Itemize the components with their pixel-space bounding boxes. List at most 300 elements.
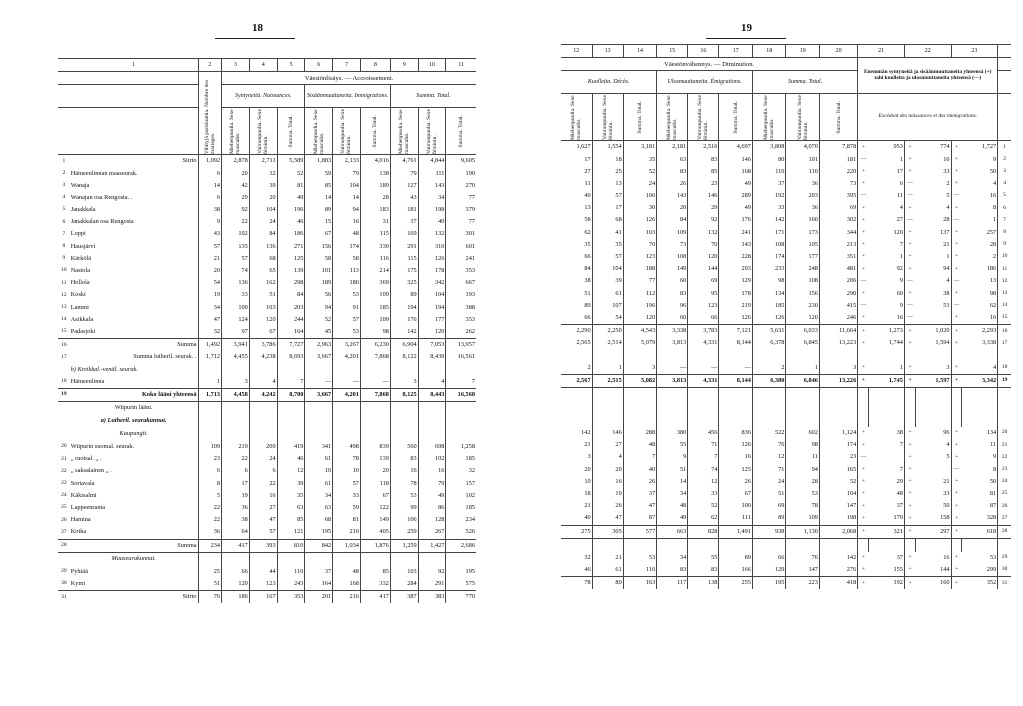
excess-value: 1,727 [982, 143, 997, 151]
excess-value: 38 [896, 429, 903, 437]
sign-cell: + [858, 178, 869, 190]
sign-cell: + [904, 337, 915, 349]
cell-spacer [657, 414, 688, 427]
cell-value: 45 [305, 326, 333, 339]
table-row [58, 339, 476, 352]
column-number: 8 [360, 59, 390, 72]
column-header-text: Miehenpuolia. Sexe masculin. [398, 109, 411, 155]
row-number: 22 [998, 452, 1011, 464]
section-spacer-row [561, 388, 1011, 402]
excess-value: 170 [893, 514, 903, 522]
cell-value: 192 [752, 190, 786, 202]
cell-value: 66 [222, 566, 250, 578]
excess-value: 92 [896, 265, 903, 273]
cell-value: 164 [305, 578, 333, 591]
cell-value: 109 [198, 441, 222, 453]
cell-value: 185 [446, 502, 476, 514]
cell-spacer [752, 414, 786, 427]
cell-value: 67 [249, 326, 277, 339]
table-row [561, 312, 1011, 325]
excess-header: Enemmän syntyneitä ja sisäänmuuttaneita yhteensä (+) tahi kuolleita ja ulosmuuttaneita yhteensä (—) [858, 58, 998, 94]
cell-spacer [561, 414, 592, 427]
cell-value: — [719, 362, 753, 375]
total-header: Summa. Total. [390, 85, 476, 108]
sign-cell: + [904, 488, 915, 500]
cell-value: 177 [786, 251, 820, 263]
cell-value: 1,034 [333, 539, 361, 552]
cell-value: 16 [592, 476, 623, 488]
excess-value: 17 [896, 167, 903, 175]
row-number: 29 [61, 568, 67, 575]
sign-cell: + [951, 512, 962, 525]
cell-value: 2,181 [657, 141, 688, 154]
cell-spacer [390, 552, 418, 566]
cell-value: 109 [360, 289, 390, 301]
cell-value: 4,543 [623, 325, 657, 338]
cell-value: 24 [623, 178, 657, 190]
cell-value: 3,813 [657, 374, 688, 387]
cell-value: 73 [819, 178, 857, 190]
cell-value: 34 [657, 552, 688, 564]
cell-value: 246 [819, 312, 857, 325]
cell-value: 7,868 [360, 388, 390, 401]
cell-value: 667 [446, 277, 476, 289]
row-number: 27 [61, 528, 67, 535]
sign-cell: + [858, 374, 869, 387]
cell-value: 100 [719, 500, 753, 512]
cell-value: 15 [305, 216, 333, 228]
cell-value: 49 [277, 192, 305, 204]
cell-value: 76 [752, 439, 786, 451]
row-label: Kymi [70, 579, 86, 587]
sign-cell: + [858, 488, 869, 500]
cell-value: 66 [584, 313, 591, 321]
cell-value: 57 [592, 190, 623, 202]
cell-value: 24 [752, 476, 786, 488]
cell-value: 175 [390, 265, 418, 277]
cell-value: 255 [719, 577, 753, 590]
cell-value: 21 [584, 502, 591, 510]
sign-cell: + [858, 464, 869, 476]
cell-value: 156 [786, 288, 820, 300]
cell-value: 83 [657, 166, 688, 178]
cell-spacer [249, 552, 277, 566]
cell-value: 203 [277, 302, 305, 314]
cell-spacer [446, 402, 476, 416]
cell-value: 11 [584, 179, 591, 187]
excess-value: 33 [943, 490, 950, 497]
table-row [561, 488, 1011, 500]
excess-value [869, 350, 905, 362]
cell-value: 62 [688, 512, 719, 525]
excess-value: 37 [896, 553, 903, 561]
female-header [688, 94, 719, 141]
row-number [998, 350, 1011, 362]
column-number: 6 [305, 59, 333, 72]
sign-cell: + [858, 427, 869, 439]
table-row [561, 239, 1011, 251]
cell-spacer [198, 402, 222, 416]
cell-value: 91 [333, 302, 361, 314]
cell-spacer [446, 552, 476, 566]
cell-value: 14 [333, 192, 361, 204]
page-number-rule [706, 38, 786, 39]
cell-value: 124 [222, 314, 250, 326]
cell-value: 103 [623, 227, 657, 239]
cell-value: 9 [198, 216, 222, 228]
column-number: 9 [390, 59, 418, 72]
row-number: 15 [998, 312, 1011, 325]
cell-spacer [786, 538, 820, 552]
cell-value: 270 [446, 180, 476, 192]
cell-value: 23 [198, 453, 222, 465]
male-header [390, 108, 418, 155]
cell-value: 61 [305, 453, 333, 465]
cell-value: 698 [418, 441, 446, 453]
cell-value: 21 [592, 552, 623, 564]
cell-value: 6 [222, 466, 250, 478]
excess-value: 29 [896, 477, 903, 485]
cell-spacer [819, 414, 857, 427]
table-row [58, 180, 476, 192]
row-label: Kärkölä [70, 254, 92, 262]
cell-value: 2,963 [305, 339, 333, 352]
cell-value: 3 [819, 362, 857, 375]
excess-value: 21 [943, 240, 950, 248]
cell-value: 10 [333, 466, 361, 478]
sign-cell: — [951, 300, 962, 312]
row-number: 20 [61, 443, 67, 450]
cell-value: — [657, 362, 688, 375]
cell-value: 241 [719, 227, 753, 239]
cell-value: 214 [360, 265, 390, 277]
cell-value: 498 [333, 441, 361, 453]
cell-value: 106 [390, 514, 418, 526]
cell-value: 28 [786, 476, 820, 488]
cell-value [222, 364, 250, 376]
cell-value: 526 [446, 526, 476, 539]
cell-value: 351 [819, 251, 857, 263]
cell-value: 136 [222, 277, 250, 289]
excess-value: 6 [899, 179, 903, 187]
sign-cell: + [904, 525, 915, 538]
sign-cell: — [904, 312, 915, 325]
cell-value: 2,133 [333, 155, 361, 168]
cell-value: 126 [719, 312, 753, 325]
row-number: 11 [61, 279, 67, 286]
cell-value: 104 [418, 289, 446, 301]
cell-value: 53 [623, 552, 657, 564]
row-number: 18 [61, 378, 67, 385]
section-spacer-row [561, 401, 1011, 414]
cell-value: 66 [584, 253, 591, 260]
cell-spacer [58, 552, 70, 566]
cell-value: 4 [592, 452, 623, 464]
excess-value: 8 [993, 465, 997, 473]
table-row [58, 591, 476, 604]
cell-spacer [657, 538, 688, 552]
cell-value: 51 [752, 488, 786, 500]
cell-value: 83 [657, 288, 688, 300]
cell-value: 26 [623, 476, 657, 488]
cell-spacer [623, 401, 657, 414]
column-number: 20 [819, 45, 857, 58]
cell-value: 59 [305, 168, 333, 180]
cell-value: 177 [418, 314, 446, 326]
cell-value: 276 [819, 564, 857, 577]
cell-value: 146 [688, 190, 719, 202]
column-number: 4 [249, 59, 277, 72]
cell-value: 23 [819, 452, 857, 464]
cell-value: 104 [333, 180, 361, 192]
cell-value: 16 [719, 452, 753, 464]
excess-value: 1,273 [888, 327, 903, 335]
cell-spacer [592, 538, 623, 552]
cell-value: 146 [592, 427, 623, 439]
cell-value: 143 [418, 180, 446, 192]
sign-cell: + [951, 202, 962, 214]
cell-value: 53 [333, 289, 361, 301]
cell-value: 74 [222, 265, 250, 277]
cell-value: 11 [786, 452, 820, 464]
sign-cell: + [951, 251, 962, 263]
row-number: 13 [998, 288, 1011, 300]
table-row [58, 192, 476, 204]
excess-value: 297 [940, 527, 950, 535]
cell-value: 275 [581, 527, 591, 535]
cell-value: 6,230 [360, 339, 390, 352]
cell-value: 4,016 [360, 155, 390, 168]
cell-value: 169 [390, 229, 418, 241]
row-number: 7 [998, 215, 1011, 227]
sign-cell: + [858, 288, 869, 300]
cell-value: 290 [819, 288, 857, 300]
cell-value: 2,686 [446, 539, 476, 552]
cell-value: 1,427 [418, 539, 446, 552]
cell-value: 216 [333, 591, 361, 604]
cell-value: 770 [446, 591, 476, 604]
sign-cell: + [858, 362, 869, 375]
cell-value: 248 [786, 263, 820, 275]
cell-value: 28 [360, 192, 390, 204]
cell-value: 116 [360, 253, 390, 265]
row-label: Käkisalmi [70, 491, 97, 499]
sign-cell: + [858, 439, 869, 451]
row-number: 25 [61, 504, 67, 511]
cell-value: 1,491 [719, 525, 753, 538]
cell-value: 481 [819, 263, 857, 275]
excess-value: 16 [896, 313, 903, 321]
table-row [561, 564, 1011, 577]
cell-value: 85 [360, 566, 390, 578]
cell-spacer [623, 414, 657, 427]
cell-value: 195 [446, 566, 476, 578]
sign-cell: + [858, 227, 869, 239]
table-row [58, 155, 476, 168]
cell-spacer [915, 401, 951, 414]
left-page [0, 0, 511, 706]
cell-value: 342 [418, 277, 446, 289]
cell-value: 3,667 [305, 351, 333, 363]
cell-spacer [752, 401, 786, 414]
cell-value: 125 [719, 464, 753, 476]
cell-value: 26 [657, 178, 688, 190]
cell-value: 1,492 [198, 339, 222, 352]
cell-value: 52 [819, 476, 857, 488]
cell-value: 938 [752, 525, 786, 538]
excess-value: 352 [986, 579, 997, 587]
cell-value: 70 [688, 239, 719, 251]
row-number: 4 [998, 178, 1011, 190]
cell-value: 4,697 [719, 141, 753, 154]
sign-cell: — [904, 275, 915, 287]
cell-value: 310 [418, 241, 446, 253]
cell-value: 419 [277, 441, 305, 453]
cell-value [819, 350, 857, 362]
row-number: 19 [61, 391, 67, 398]
cell-value: 2,290 [576, 327, 591, 335]
column-header-text: Miehenpuolia. Sexe masculin. [312, 109, 325, 155]
cell-spacer [998, 45, 1011, 58]
cell-value: 63 [277, 502, 305, 514]
cell-spacer [998, 388, 1011, 402]
table-row [561, 427, 1011, 439]
excess-value: 5 [946, 453, 950, 461]
cell-value: 102 [418, 453, 446, 465]
cell-value: 62 [584, 228, 591, 236]
female-header [249, 108, 277, 155]
cell-value: 9,605 [446, 155, 476, 168]
cell-value: 136 [249, 241, 277, 253]
excess-value: 28 [989, 240, 997, 248]
cell-value: 22 [222, 216, 250, 228]
cell-spacer [657, 388, 688, 402]
cell-spacer [561, 388, 592, 402]
cell-value: 123 [688, 300, 719, 312]
sign-cell: + [858, 166, 869, 178]
cell-value: 183 [360, 204, 390, 216]
excess-value: 4 [946, 204, 950, 212]
cell-value: 36 [198, 526, 222, 539]
cell-value: 100 [222, 302, 250, 314]
row-label: Summa [177, 341, 197, 349]
cell-spacer [951, 414, 962, 427]
cell-value: 810 [277, 539, 305, 552]
cell-value: 415 [819, 300, 857, 312]
cell-value: 8,144 [719, 337, 753, 349]
cell-value: 135 [222, 241, 250, 253]
cell-value [277, 364, 305, 376]
cell-spacer [998, 58, 1011, 71]
excess-value: 158 [940, 514, 950, 522]
cell-value: 30 [623, 202, 657, 214]
table-row [58, 478, 476, 490]
table-row [58, 441, 476, 453]
section-heading-row [58, 415, 476, 428]
row-label: Kotka [70, 528, 87, 536]
cell-value: 36 [222, 502, 250, 514]
cell-value: 122 [360, 502, 390, 514]
cell-value: 56 [305, 289, 333, 301]
cell-value: 1,712 [198, 351, 222, 363]
cell-value: 7,868 [360, 351, 390, 363]
cell-spacer [904, 538, 915, 552]
section-spacer-row [561, 414, 1011, 427]
sign-cell: + [951, 312, 962, 325]
cell-value: 298 [277, 277, 305, 289]
sign-cell: + [858, 141, 869, 154]
row-number: 26 [61, 516, 67, 523]
cell-value: 83 [688, 564, 719, 577]
cell-value: 369 [360, 277, 390, 289]
table-row [561, 215, 1011, 227]
row-number: 8 [998, 227, 1011, 239]
cell-value: 26 [592, 500, 623, 512]
cell-value: 168 [719, 166, 753, 178]
table-row [561, 337, 1011, 349]
cell-value: 289 [719, 190, 753, 202]
column-number: 17 [719, 45, 753, 58]
cell-spacer [951, 401, 962, 414]
cell-value: 13,226 [819, 374, 857, 387]
cell-value: 112 [623, 288, 657, 300]
cell-value: 134 [752, 288, 786, 300]
cell-value: 69 [688, 275, 719, 287]
row-number: 6 [998, 202, 1011, 214]
cell-value: 16 [333, 216, 361, 228]
excess-value: 2 [946, 179, 950, 187]
cell-value: 36 [786, 202, 820, 214]
cell-value: 24 [249, 216, 277, 228]
cell-value: 59 [333, 502, 361, 514]
excess-value: 144 [940, 565, 950, 573]
excess-value: 1,020 [935, 327, 950, 335]
sign-cell: + [951, 178, 962, 190]
row-label: Wanajan osa Rengosta. . [70, 193, 133, 201]
cell-spacer [305, 402, 333, 416]
cell-value: 11,664 [819, 325, 857, 338]
cell-value: 92 [222, 204, 250, 216]
cell-value: 106 [623, 190, 657, 202]
cell-value: 9 [657, 452, 688, 464]
column-header-text: Miehenpuolia. Sexe masculin. [666, 95, 679, 141]
column-header-text: Vaimonpuolia. Sexe féminin. [425, 109, 439, 155]
cell-value: 57 [333, 478, 361, 490]
cell-value: 53 [333, 326, 361, 339]
cell-value: 58 [333, 253, 361, 265]
sign-cell: + [951, 374, 962, 387]
row-label: Nastola [70, 267, 90, 274]
excess-value: 60 [896, 289, 903, 297]
male-header [657, 94, 688, 141]
excess-value: 28 [943, 216, 950, 224]
cell-value: 234 [446, 514, 476, 526]
cell-value: 20 [360, 466, 390, 478]
cell-value: 206 [819, 275, 857, 287]
cell-value: 341 [305, 441, 333, 453]
excess-value: 96 [943, 429, 950, 437]
cell-spacer [249, 402, 277, 416]
cell-value: 20 [249, 192, 277, 204]
row-number: 10 [61, 267, 67, 274]
cell-value: 219 [222, 441, 250, 453]
sign-cell: + [858, 325, 869, 338]
sign-cell: + [904, 154, 915, 166]
table-row [58, 241, 476, 253]
cell-value: 83 [390, 453, 418, 465]
cell-value: 102 [222, 229, 250, 241]
row-number: 1 [62, 157, 66, 164]
